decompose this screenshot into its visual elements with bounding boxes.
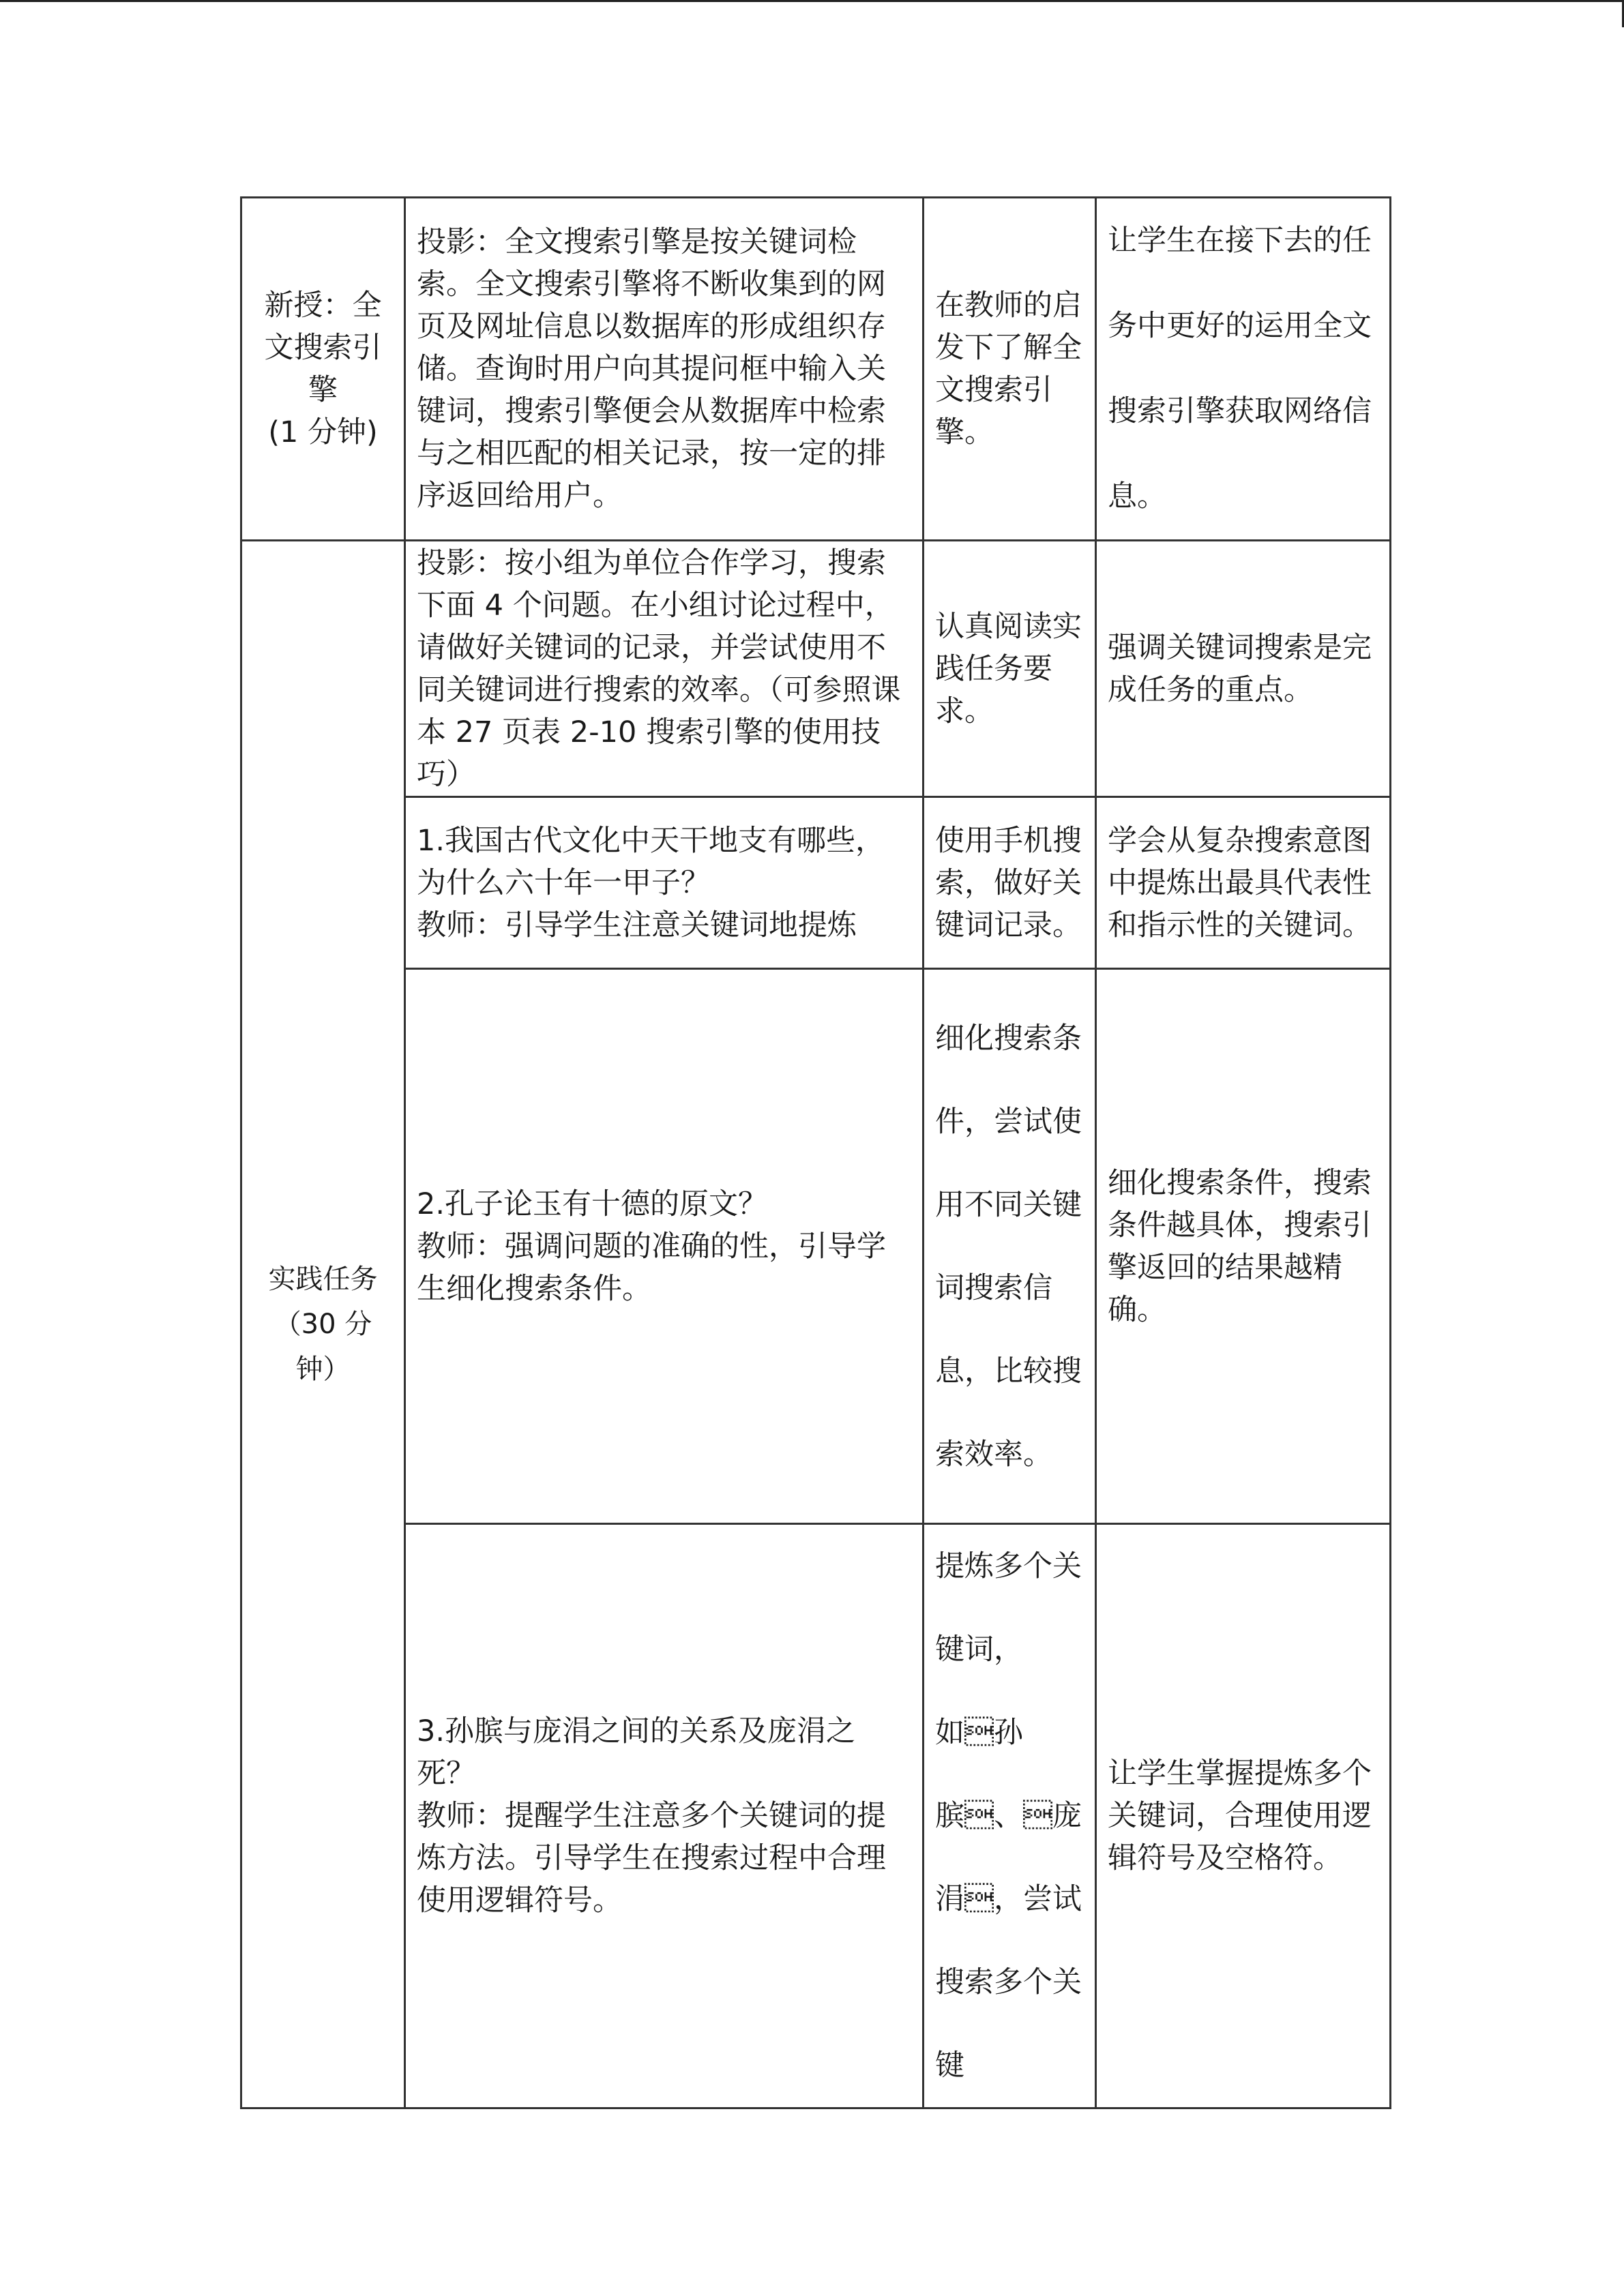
student-activity-text: 提炼多个关键词，如孙膑、庞涓，尝试搜索多个关键 — [935, 1549, 1082, 2083]
teacher-activity-cell — [405, 969, 924, 1524]
lesson-plan-table — [240, 196, 1391, 2109]
stage-line: （30 分 — [274, 1309, 372, 1340]
task-question: 3.孙膑与庞涓之间的关系及庞涓之死？ — [417, 1714, 856, 1791]
design-purpose-text: 学会从复杂搜索意图中提炼出最具代表性和指示性的关键词。 — [1108, 823, 1372, 942]
table-row — [241, 797, 1391, 969]
table-row — [241, 1524, 1391, 2108]
design-purpose-text: 强调关键词搜索是完成任务的重点。 — [1108, 630, 1372, 707]
teacher-activity-text: 投影：全文搜索引擎是按关键词检索。全文搜索引擎将不断收集到的网页及网址信息以数据库的形成组织存储。查询时用户向其提问框中输入关键词，搜索引擎便会从数据库中检索与之相匹配的相关记录，按一定的排序返回给用户。 — [417, 225, 886, 513]
design-purpose-cell — [1096, 969, 1391, 1524]
table-row — [241, 969, 1391, 1524]
teacher-activity-text: 投影：按小组为单位合作学习，搜索下面 4 个问题。在小组讨论过程中，请做好关键词的记录，并尝试使用不同关键词进行搜索的效率。（可参照课本 27 页表 2-10 搜索引擎的使用技巧） — [417, 546, 901, 792]
stage-line: 钟） — [295, 1354, 351, 1385]
stage-cell — [241, 198, 405, 541]
student-activity-cell — [924, 541, 1096, 797]
design-purpose-cell — [1096, 797, 1391, 969]
table-row — [241, 198, 1391, 541]
design-purpose-cell — [1096, 198, 1391, 541]
design-purpose-text: 让学生掌握提炼多个关键词，合理使用逻辑符号及空格符。 — [1108, 1757, 1372, 1875]
task-question: 2.孔子论玉有十德的原文？ — [417, 1187, 768, 1221]
teacher-guidance: 教师：提醒学生注意多个关键词的提炼方法。引导学生在搜索过程中合理使用逻辑符号。 — [417, 1799, 886, 1918]
teacher-guidance: 教师：强调问题的准确的性，引导学生细化搜索条件。 — [417, 1229, 886, 1306]
stage-duration: (1 分钟) — [268, 415, 378, 449]
student-activity-cell — [924, 198, 1096, 541]
teacher-activity-cell — [405, 1524, 924, 2108]
student-activity-text: 细化搜索条件，尝试使用不同关键词搜索信息，比较搜索效率。 — [935, 1021, 1082, 1472]
stage-line: 文搜索引 — [264, 331, 382, 365]
student-activity-text: 在教师的启发下了解全文搜索引擎。 — [935, 288, 1082, 449]
student-activity-cell — [924, 969, 1096, 1524]
table-row — [241, 541, 1391, 797]
design-purpose-text: 让学生在接下去的任务中更好的运用全文搜索引擎获取网络信息。 — [1108, 224, 1372, 513]
stage-cell — [241, 541, 405, 2108]
page-top-border — [0, 0, 1624, 2]
stage-line: 新授：全 — [264, 288, 382, 323]
student-activity-text: 认真阅读实践任务要求。 — [935, 609, 1082, 728]
teacher-guidance: 教师：引导学生注意关键词地提炼 — [417, 908, 857, 942]
design-purpose-text: 细化搜索条件，搜索条件越具体，搜索引擎返回的结果越精确。 — [1108, 1165, 1372, 1327]
teacher-activity-cell — [405, 198, 924, 541]
student-activity-cell — [924, 1524, 1096, 2108]
student-activity-text: 使用手机搜索，做好关键词记录。 — [935, 823, 1082, 942]
task-question: 1.我国古代文化中天干地支有哪些，为什么六十年一甲子？ — [417, 823, 885, 900]
teacher-activity-cell — [405, 541, 924, 797]
design-purpose-cell — [1096, 541, 1391, 797]
stage-line: 擎 — [308, 373, 338, 407]
design-purpose-cell — [1096, 1524, 1391, 2108]
teacher-activity-cell — [405, 797, 924, 969]
student-activity-cell — [924, 797, 1096, 969]
stage-line: 实践任务 — [268, 1264, 378, 1295]
